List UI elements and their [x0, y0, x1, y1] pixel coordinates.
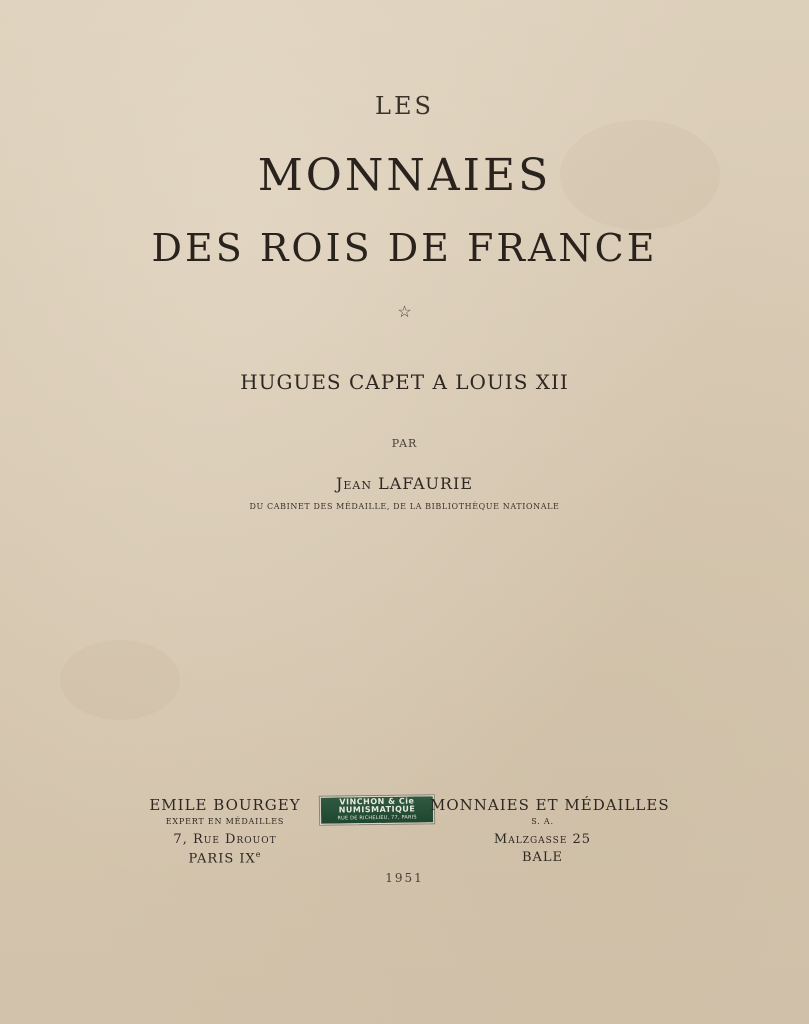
- author-last-name: LAFAURIE: [378, 474, 474, 493]
- publisher-left-role: EXPERT EN MÉDAILLES: [165, 817, 285, 826]
- publisher-right-role: S. A.: [531, 817, 554, 826]
- sticker-line-1: VINCHON & Cie: [339, 796, 415, 807]
- publisher-right-city: BALE: [521, 850, 564, 865]
- paper-stain: [60, 640, 180, 720]
- publisher-left-address: 7, Rue Drouot: [173, 832, 277, 847]
- star-ornament-icon: ☆: [397, 302, 412, 321]
- title-les: LES: [375, 92, 434, 120]
- bookseller-sticker: [320, 795, 434, 825]
- author-first-name: Jean: [335, 474, 372, 493]
- par-label: PAR: [391, 437, 418, 450]
- publisher-right-name: MONNAIES ET MÉDAILLES: [430, 796, 670, 814]
- publication-year: 1951: [385, 871, 424, 885]
- publisher-right-address: Malzgasse 25: [493, 832, 592, 847]
- title-rois-de-france: DES ROIS DE FRANCE: [151, 226, 658, 270]
- city-suffix: e: [255, 850, 262, 859]
- sticker-line-2: NUMISMATIQUE: [338, 804, 416, 815]
- publisher-left-name: EMILE BOURGEY: [149, 796, 301, 814]
- publisher-left-city: PARIS IXe: [188, 850, 262, 867]
- subtitle: HUGUES CAPET A LOUIS XII: [240, 370, 569, 394]
- author-affiliation: DU CABINET DES MÉDAILLE, DE LA BIBLIOTHÈQUE NATIONALE: [249, 502, 560, 511]
- title-monnaies: MONNAIES: [257, 150, 552, 201]
- sticker-line-3: RUE DE RICHELIEU, 77, PARIS: [337, 814, 417, 822]
- author-name: [0, 474, 809, 493]
